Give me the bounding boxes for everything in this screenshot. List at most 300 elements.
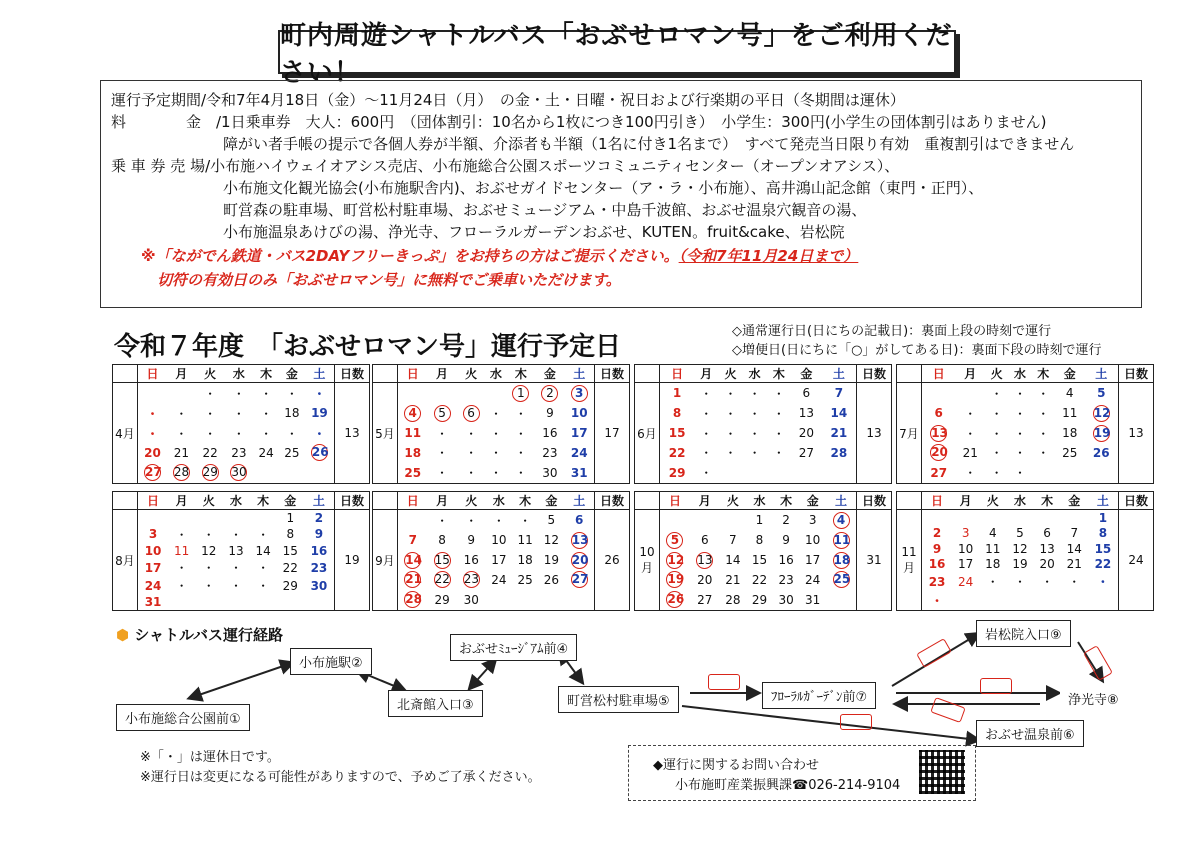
calendar-day: 16 — [928, 557, 946, 572]
calendar-month-label: 6月 — [635, 383, 660, 484]
qr-code — [919, 750, 965, 794]
calendar-day: ・ — [1013, 386, 1026, 401]
calendar-day-count: 31 — [857, 510, 892, 611]
calendar-day: ・ — [175, 579, 188, 594]
calendar-header: 木 — [1032, 365, 1055, 383]
extra-service-day: 12 — [667, 552, 685, 567]
calendar-day: 16 — [778, 553, 794, 568]
calendar-day: 27 — [697, 592, 713, 607]
calendar-day: ・ — [1096, 575, 1109, 590]
calendar-header: 月 — [690, 492, 720, 510]
calendar-header: 金 — [791, 365, 822, 383]
calendar-header: 水 — [1006, 492, 1033, 510]
calendar-day: 21 — [1066, 557, 1082, 572]
calendar-day: 17 — [570, 426, 588, 441]
calendar-day: 16 — [463, 553, 479, 568]
calendar-day: ・ — [1037, 426, 1050, 441]
calendar-header: 水 — [222, 492, 249, 510]
calendar-day: 25 — [1062, 445, 1078, 460]
extra-service-day: 15 — [434, 552, 450, 567]
extra-service-day: 5 — [666, 532, 683, 549]
calendar-day: ・ — [514, 466, 527, 481]
calendar-day: 19 — [543, 553, 559, 568]
calendar-header: 金 — [1061, 492, 1088, 510]
calendar-day: 23 — [542, 445, 558, 460]
calendar-header: 土 — [304, 492, 335, 510]
calendar-day: ・ — [700, 466, 713, 481]
calendar-header: 日数 — [595, 365, 630, 383]
calendar-day: ・ — [990, 426, 1003, 441]
calendar-month-label: 5月 — [373, 383, 398, 484]
calendar-header: 火 — [720, 492, 747, 510]
calendar-day: 14 — [830, 406, 848, 421]
calendar-day: 8 — [672, 406, 682, 421]
calendar-day: ・ — [1068, 575, 1081, 590]
calendar-day: 6 — [934, 406, 943, 421]
station-joukouji: 浄光寺⑧ — [1060, 686, 1127, 711]
calendar-day: ・ — [700, 406, 713, 421]
calendar-day: 10 — [570, 406, 588, 421]
calendar-day: ・ — [519, 513, 532, 528]
calendar-day: 18 — [1062, 426, 1078, 441]
calendar-day: 4 — [1065, 386, 1074, 401]
calendar-day: 10 — [958, 541, 974, 556]
extra-service-day: 4 — [404, 405, 421, 422]
calendar-day: 24 — [805, 572, 821, 587]
info-fare: 料 金 /1日乗車券 大人：600円 （団体割引：10名から1枚につき100円引き） 小学生：300円(小学生の団体割引はありません) — [111, 113, 1047, 131]
calendar-day: ・ — [990, 406, 1003, 421]
calendar-header: 日数 — [335, 365, 370, 383]
calendar-day: ・ — [772, 446, 785, 461]
calendar-day: ・ — [1037, 406, 1050, 421]
calendar-header: 土 — [826, 492, 857, 510]
note-change: ※運行日は変更になる可能性がありますので、予めご了承ください。 — [140, 770, 541, 785]
station-museum: おぶせﾐｭｰｼﾞｱﾑ前④ — [450, 634, 577, 661]
calendar-day: 13 — [1039, 541, 1055, 556]
calendar-day: 12 — [543, 533, 559, 548]
calendar-day: 22 — [668, 445, 686, 460]
calendar-day: 23 — [231, 445, 247, 460]
calendar-day: 23 — [778, 572, 794, 587]
calendar-day: ・ — [202, 527, 215, 542]
calendar-day: ・ — [202, 561, 215, 576]
info-sales-4: 小布施温泉あけびの湯、浄光寺、フローラルガーデンおぶせ、KUTEN。fruit&cake、岩松院 — [223, 223, 845, 241]
extra-service-day: 26 — [311, 445, 329, 460]
calendar-day: 31 — [144, 595, 162, 610]
calendar-header: 月 — [955, 365, 985, 383]
calendar-day: 23 — [928, 574, 946, 589]
calendar-header: 金 — [1055, 365, 1085, 383]
calendar-day: ・ — [489, 406, 502, 421]
calendar-day: 30 — [310, 578, 328, 593]
extra-service-day: 22 — [434, 572, 450, 587]
calendar-day: ・ — [1037, 446, 1050, 461]
calendar-day: ・ — [204, 386, 217, 401]
calendar-day: 30 — [542, 465, 558, 480]
calendar-header: 日 — [398, 365, 428, 383]
calendar-day: ・ — [436, 513, 449, 528]
calendar-day: ・ — [229, 527, 242, 542]
calendar-header: 土 — [305, 365, 335, 383]
calendar-header: 土 — [564, 492, 594, 510]
calendar-day: 25 — [517, 572, 533, 587]
note-closed: ※「・」は運休日です。 — [140, 750, 280, 765]
station-hokusaikan: 北斎館入口③ — [388, 690, 483, 717]
calendar-day-count: 19 — [335, 510, 370, 611]
calendar-header: 土 — [564, 365, 594, 383]
calendar-day: 2 — [782, 513, 790, 528]
station-sogo-koen: 小布施総合公園前① — [116, 704, 250, 731]
calendar-day: 29 — [434, 592, 450, 607]
calendar-day: 2 — [932, 526, 942, 541]
page-title: 町内周遊シャトルバス「おぶせロマン号」をご利用ください！ — [278, 30, 956, 74]
calendar-day-count: 13 — [1119, 383, 1154, 484]
calendar-header: 火 — [195, 492, 222, 510]
calendar-day: ・ — [724, 386, 737, 401]
contact-phone: 小布施町産業振興課☎026-214-9104 — [675, 778, 901, 793]
calendar-day: ・ — [990, 446, 1003, 461]
calendar-day: 15 — [1094, 541, 1112, 556]
extra-service-day: 28 — [173, 465, 190, 480]
calendar-day: 21 — [830, 426, 848, 441]
calendar-header: 日 — [660, 492, 690, 510]
calendar-day: ・ — [724, 446, 737, 461]
calendar-day: ・ — [232, 406, 245, 421]
info-sales-3: 町営森の駐車場、町営松村駐車場、おぶせミュージアム・中島千波館、おぶせ温泉穴観音の湯、 — [223, 201, 867, 219]
calendar-day: ・ — [285, 386, 298, 401]
extra-service-day: 20 — [571, 552, 589, 567]
calendar-day: 13 — [798, 406, 814, 421]
calendar-day: ・ — [931, 594, 944, 609]
calendar-header: 日数 — [1119, 365, 1154, 383]
calendar-day: 9 — [932, 541, 942, 556]
calendar-day: ・ — [748, 446, 761, 461]
calendar-day: ・ — [748, 386, 761, 401]
station-gansho-in: 岩松院入口⑨ — [976, 620, 1071, 647]
calendar-day: ・ — [465, 466, 478, 481]
calendar-day: ・ — [204, 406, 217, 421]
calendar-header: 土 — [1085, 365, 1119, 383]
calendar-header: 木 — [767, 365, 791, 383]
calendar-day: ・ — [772, 386, 785, 401]
calendar-day: ・ — [772, 406, 785, 421]
info-pass-deadline: （令和7年11月24日まで） — [678, 247, 859, 265]
calendar-day: ・ — [204, 426, 217, 441]
bus-icon — [840, 714, 872, 730]
calendar-day: 22 — [1094, 557, 1112, 572]
calendar-day-count: 13 — [857, 383, 892, 484]
station-matsumura: 町営松村駐車場⑤ — [558, 686, 679, 713]
calendar-day: ・ — [313, 426, 326, 441]
calendar-day: ・ — [748, 426, 761, 441]
calendar-day: ・ — [492, 513, 505, 528]
calendar-header: 水 — [225, 365, 254, 383]
calendar-day: ・ — [175, 527, 188, 542]
calendar-day: 10 — [805, 533, 821, 548]
calendar-day: ・ — [1013, 426, 1026, 441]
calendar-day: 28 — [830, 445, 848, 460]
calendar-header: 日 — [138, 365, 168, 383]
calendar-day: ・ — [724, 406, 737, 421]
calendar-header: 水 — [743, 365, 767, 383]
calendar-day: ・ — [1037, 386, 1050, 401]
calendar-day: 24 — [570, 445, 588, 460]
calendar-day: 29 — [751, 592, 768, 607]
calendar-day: ・ — [260, 426, 273, 441]
extra-service-day: 3 — [571, 385, 588, 402]
calendar-header: 木 — [512, 492, 538, 510]
calendar-month-label: 8月 — [113, 510, 138, 611]
calendar-day: 4 — [988, 526, 997, 541]
calendar-day: 22 — [751, 572, 768, 587]
calendar-day: 25 — [284, 445, 300, 460]
calendar-day: 9 — [546, 406, 554, 421]
calendar-day: 8 — [755, 533, 764, 548]
calendar-day: 23 — [310, 560, 328, 575]
info-pass-free: 切符の有効日のみ「おぶせロマン号」に無料でご乗車いただけます。 — [157, 271, 621, 289]
calendar-day: 18 — [517, 553, 533, 568]
calendar-day: ・ — [1013, 575, 1026, 590]
calendar-month-label: 11月 — [897, 510, 922, 611]
calendar-header: 水 — [746, 492, 773, 510]
calendar-day: 9 — [467, 533, 476, 548]
calendar-day: 3 — [148, 527, 158, 542]
calendar-header: 金 — [279, 365, 305, 383]
calendar-day: ・ — [260, 386, 273, 401]
calendar-day: 11 — [174, 543, 190, 558]
extra-service-day: 19 — [667, 572, 685, 587]
info-period: 運行予定期間/令和7年4月18日（金）～11月24日（月） の金・土・日曜・祝日および行楽期の平日（冬期間は運休） — [111, 91, 905, 109]
calendar-header: 木 — [250, 492, 277, 510]
calendar-day: 19 — [311, 406, 328, 421]
calendar-day: ・ — [465, 426, 478, 441]
extra-service-day: 13 — [931, 425, 948, 440]
calendar-day: 15 — [668, 426, 686, 441]
calendar-day: ・ — [202, 579, 215, 594]
calendar-header: 日 — [922, 365, 956, 383]
calendar-header: 金 — [799, 492, 826, 510]
station-obuse-eki: 小布施駅② — [290, 648, 372, 675]
calendar-day: 31 — [805, 592, 821, 607]
calendar-day: ・ — [700, 446, 713, 461]
calendar-header: 金 — [277, 492, 304, 510]
calendar-day: 7 — [1070, 526, 1079, 541]
calendar-day: 14 — [725, 553, 741, 568]
calendar-day: ・ — [146, 406, 159, 421]
calendar-header: 火 — [196, 365, 225, 383]
calendar-header: 木 — [1034, 492, 1061, 510]
calendar-day: 19 — [1012, 557, 1028, 572]
calendar-day: 3 — [961, 526, 970, 541]
calendar-day: ・ — [175, 561, 188, 576]
extra-service-day: 27 — [145, 465, 162, 480]
extra-service-day: 27 — [571, 572, 589, 587]
calendar-day: 28 — [725, 592, 741, 607]
calendar-day: 18 — [404, 445, 422, 460]
calendar-day: 31 — [570, 465, 588, 480]
calendar-day: ・ — [257, 527, 270, 542]
calendar-day-count: 13 — [335, 383, 370, 484]
calendar-day: 12 — [201, 543, 217, 558]
calendar-month-label: 7月 — [897, 383, 922, 484]
calendar-day: 22 — [202, 445, 218, 460]
extra-service-day: 20 — [931, 445, 948, 460]
calendar-header: 木 — [253, 365, 279, 383]
calendar-day: 7 — [408, 533, 417, 548]
extra-service-day: 5 — [434, 405, 451, 422]
extra-service-day: 1 — [512, 385, 529, 402]
calendar-day: ・ — [257, 561, 270, 576]
calendar-header: 火 — [457, 365, 486, 383]
calendar-header: 木 — [506, 365, 535, 383]
calendar-header: 火 — [718, 365, 742, 383]
bus-icon — [708, 674, 740, 690]
calendar-header: 金 — [538, 492, 564, 510]
calendar-header: 日数 — [857, 492, 892, 510]
calendar-day: 1 — [1098, 510, 1108, 525]
calendar-day: 2 — [314, 510, 324, 525]
calendar-day: 6 — [1043, 526, 1051, 541]
calendar-day: 6 — [575, 513, 584, 528]
calendar-day: ・ — [1013, 446, 1026, 461]
legend-normal: ◇通常運行日(日にちの記載日)：裏面上段の時刻で運行 — [732, 324, 1052, 339]
calendar-day: 18 — [985, 557, 1001, 572]
calendar-day: 27 — [798, 445, 814, 460]
extra-service-day: 2 — [541, 385, 558, 402]
calendar-day: ・ — [748, 406, 761, 421]
extra-service-day: 18 — [833, 552, 851, 567]
calendar-header: 火 — [979, 492, 1006, 510]
calendar-day: 20 — [697, 572, 713, 587]
calendar-day: ・ — [990, 466, 1003, 481]
calendar-day: 15 — [751, 553, 768, 568]
station-floral-garden: ﾌﾛｰﾗﾙｶﾞｰﾃﾞﾝ前⑦ — [762, 682, 876, 709]
calendar-day: ・ — [260, 406, 273, 421]
calendar-day: ・ — [1041, 575, 1054, 590]
calendar-day: 17 — [805, 553, 821, 568]
calendar-day: 24 — [491, 572, 507, 587]
calendar-day: 1 — [755, 513, 764, 528]
calendar-day: ・ — [257, 579, 270, 594]
calendar-header: 水 — [486, 492, 512, 510]
calendar-month-label: 9月 — [373, 510, 398, 611]
extra-service-day: 6 — [463, 405, 480, 422]
calendar-month-label: 10月 — [635, 510, 660, 611]
calendar-day: ・ — [175, 426, 188, 441]
calendar-day: 3 — [808, 513, 817, 528]
calendar-header: 土 — [822, 365, 857, 383]
calendar-day: 5 — [547, 513, 556, 528]
calendar-day: ・ — [514, 406, 527, 421]
extra-service-day: 4 — [833, 512, 850, 529]
calendar-day: ・ — [489, 426, 502, 441]
calendar-day: ・ — [724, 426, 737, 441]
calendar-day: 26 — [1092, 445, 1110, 460]
calendar-day: 8 — [438, 533, 446, 548]
calendar-day: 15 — [282, 543, 298, 558]
calendar-day: 17 — [958, 557, 974, 572]
calendar-day-count: 24 — [1119, 510, 1154, 611]
calendar-day: 17 — [491, 553, 507, 568]
calendar-header: 日数 — [595, 492, 630, 510]
calendar-day: 26 — [543, 572, 559, 587]
calendar-day: ・ — [436, 466, 449, 481]
calendar-header: 土 — [1088, 492, 1119, 510]
calendar-day: ・ — [514, 446, 527, 461]
extra-service-day: 29 — [202, 465, 218, 480]
calendar-day: ・ — [465, 513, 478, 528]
legend-extra: ◇増便日(日にちに「○」がしてある日)：裏面下段の時刻で運行 — [732, 343, 1102, 358]
calendar-day: 30 — [778, 592, 794, 607]
extra-service-day: 13 — [571, 532, 589, 547]
calendar-day: 16 — [542, 426, 558, 441]
calendar-day: 16 — [310, 543, 328, 558]
calendar-day: 5 — [1097, 386, 1106, 401]
calendar-day: 29 — [282, 578, 298, 593]
calendar-day: ・ — [436, 426, 449, 441]
calendar-day: 29 — [668, 465, 686, 480]
calendar-day: 13 — [228, 543, 244, 558]
info-pass-text: ※「ながでん鉄道・バス2DAYフリーきっぷ」をお持ちの方はご提示ください。 — [141, 247, 679, 265]
calendar-day: 20 — [144, 445, 161, 460]
extra-service-day: 25 — [833, 572, 851, 587]
calendar-day: 6 — [802, 386, 811, 401]
calendar-day: 24 — [258, 445, 274, 460]
calendar-day: 5 — [1016, 526, 1024, 541]
calendar-day: 9 — [314, 527, 324, 542]
calendar-day: ・ — [1013, 406, 1026, 421]
calendar-day: ・ — [489, 466, 502, 481]
calendar-day: 27 — [930, 465, 948, 480]
calendar-day: 10 — [144, 543, 162, 558]
calendar-day: 14 — [1066, 541, 1082, 556]
calendar-header: 月 — [428, 492, 457, 510]
calendar-header: 水 — [1008, 365, 1031, 383]
route-bullet-icon: ⬢ — [116, 626, 130, 644]
calendar-header: 日数 — [335, 492, 370, 510]
bus-icon — [980, 678, 1012, 694]
calendar-day: 9 — [782, 533, 790, 548]
route-title-text: シャトルバス運行経路 — [134, 626, 283, 644]
calendar-header: 月 — [952, 492, 979, 510]
calendar-day: ・ — [700, 426, 713, 441]
calendar-day: ・ — [700, 386, 713, 401]
calendar-day: 6 — [700, 533, 709, 548]
calendar-day: ・ — [229, 579, 242, 594]
calendar-header: 日数 — [857, 365, 892, 383]
calendar-day: ・ — [964, 406, 977, 421]
extra-service-day: 23 — [463, 572, 480, 587]
contact-heading: ◆運行に関するお問い合わせ — [653, 758, 819, 773]
extra-service-day: 30 — [231, 465, 247, 480]
calendar-day: ・ — [772, 426, 785, 441]
calendar-day: ・ — [232, 386, 245, 401]
calendar-header: 日 — [398, 492, 428, 510]
calendar-day: ・ — [489, 446, 502, 461]
calendar-day: ・ — [964, 466, 977, 481]
calendar-day: 20 — [1039, 557, 1055, 572]
calendar-day: 17 — [144, 560, 162, 575]
calendar-header: 月 — [427, 365, 456, 383]
calendar-day: 18 — [284, 406, 300, 421]
calendar-day-count: 26 — [595, 510, 630, 611]
extra-service-day: 21 — [405, 572, 422, 587]
calendar-day: 11 — [985, 541, 1001, 556]
calendar-day: 1 — [286, 510, 295, 525]
extra-service-day: 13 — [697, 552, 713, 567]
calendar-header: 日数 — [1119, 492, 1154, 510]
calendar-month-label: 4月 — [113, 383, 138, 484]
